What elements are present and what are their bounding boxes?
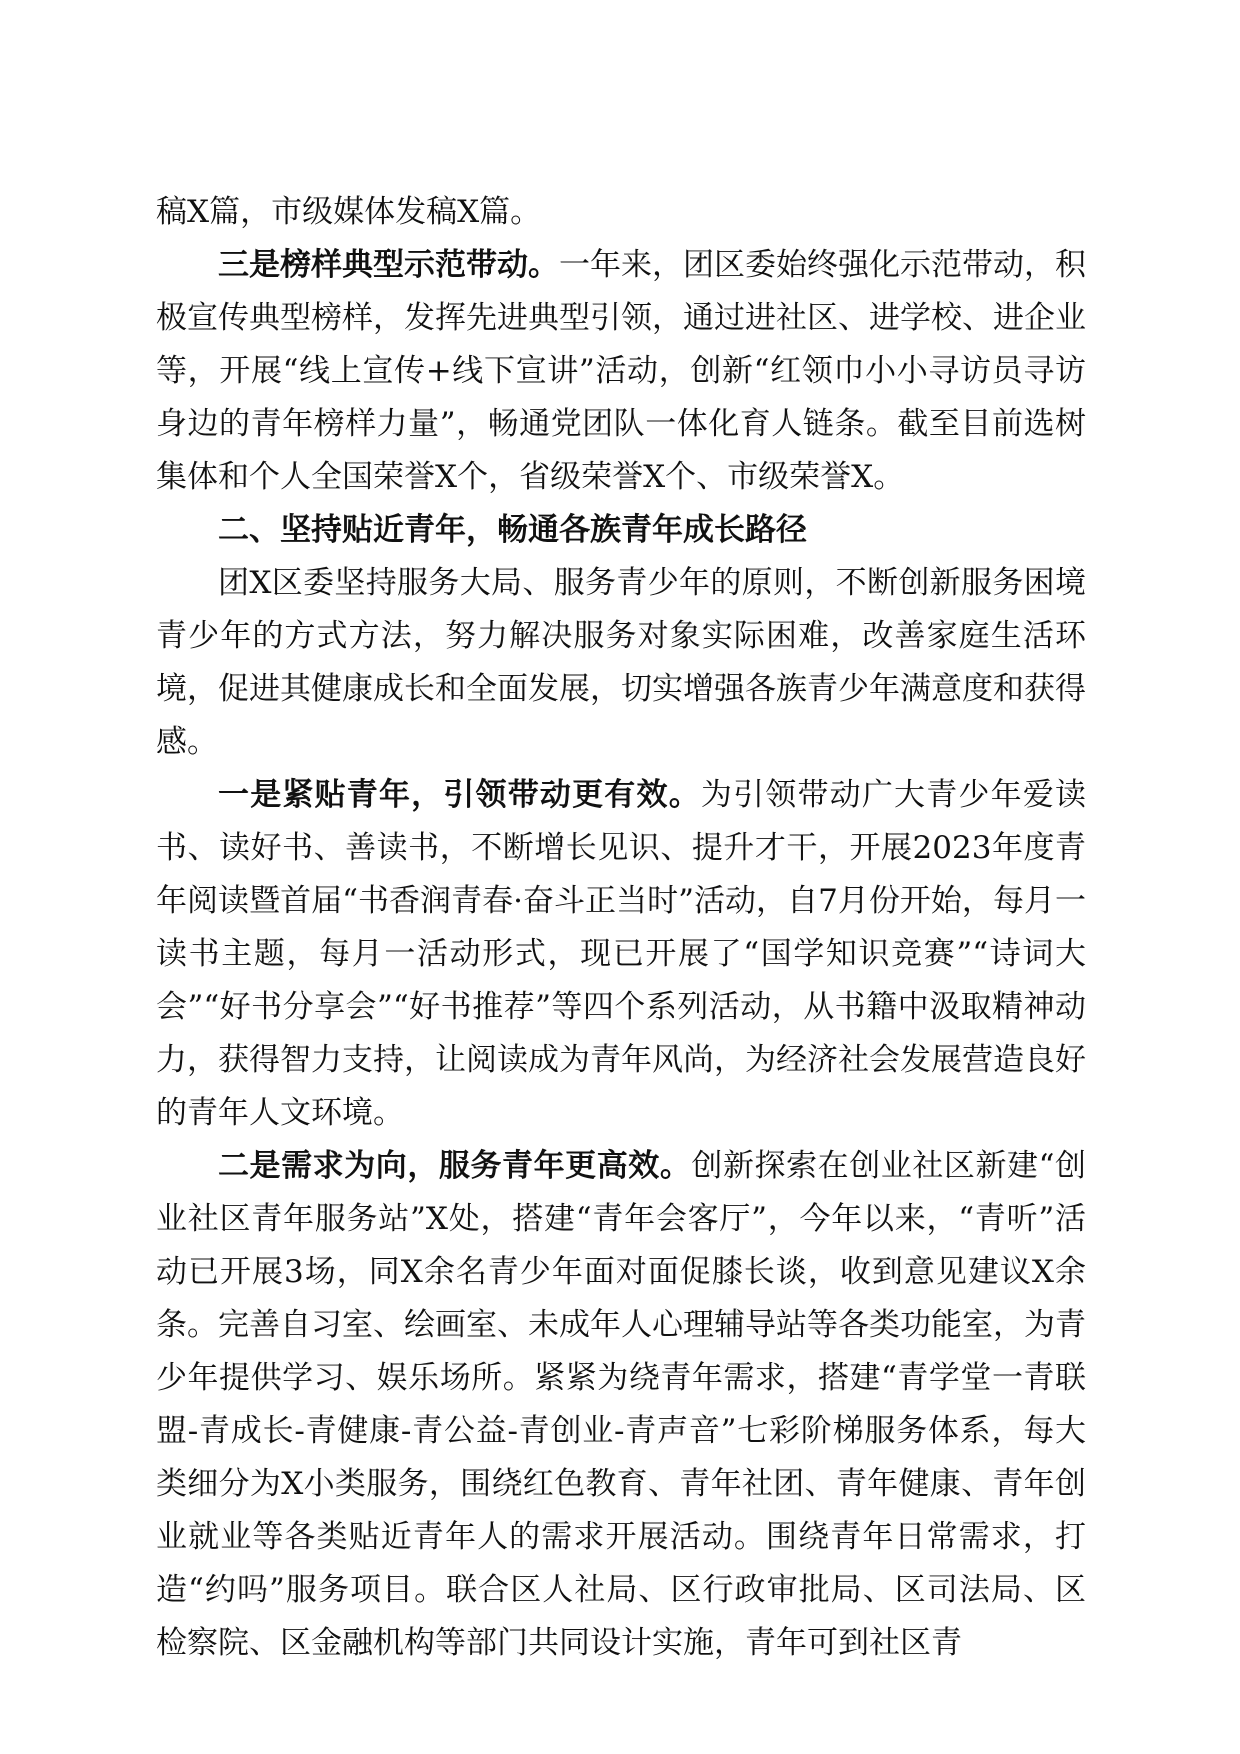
paragraph-text: 稿X篇，市级媒体发稿X篇。: [156, 194, 542, 230]
section-heading: [156, 504, 1086, 557]
paragraph-youth-services: [156, 1140, 1086, 1670]
section-heading-text: 二、坚持贴近青年，畅通各族青年成长路径: [218, 512, 807, 548]
paragraph-text: 团X区委坚持服务大局、服务青少年的原则，不断创新服务困境青少年的方式方法，努力解决服务对象实际困难，改善家庭生活环境，促进其健康成长和全面发展，切实增强各族青少年满意度和获得感。: [156, 565, 1086, 760]
paragraph-role-models: [156, 239, 1086, 504]
paragraph-lead-heading: 一是紧贴青年，引领带动更有效。: [218, 777, 701, 813]
paragraph-section-intro: [156, 557, 1086, 769]
paragraph-text: 创新探索在创业社区新建“创业社区青年服务站”X处，搭建“青年会客厅”，今年以来，“青听”活动已开展3场，同X余名青少年面对面促膝长谈，收到意见建议X余条。完善自习室、绘画室、未成年人心理辅导站等各类功能室，为青少年提供学习、娱乐场所。紧紧为绕青年需求，搭建“青学堂一青联盟-青成长-青健康-青公益-青创业-青声音”七彩阶梯服务体系，每大类细分为X小类服务，围绕红色教育、青年社团、青年健康、青年创业就业等各类贴近青年人的需求开展活动。围绕青年日常需求，打造“约吗”服务项目。联合区人社局、区行政审批局、区司法局、区检察院、区金融机构等部门共同设计实施，青年可到社区青: [156, 1148, 1086, 1661]
document-body: [156, 186, 1086, 1670]
paragraph-reading-activities: [156, 769, 1086, 1140]
paragraph-text: 为引领带动广大青少年爱读书、读好书、善读书，不断增长见识、提升才干，开展2023年度青年阅读暨首届“书香润青春·奋斗正当时”活动，自7月份开始，每月一读书主题，每月一活动形式，现已开展了“国学知识竞赛”“诗词大会”“好书分享会”“好书推荐”等四个系列活动，从书籍中汲取精神动力，获得智力支持，让阅读成为青年风尚，为经济社会发展营造良好的青年人文环境。: [156, 777, 1087, 1131]
paragraph-text: 一年来，团区委始终强化示范带动，积极宣传典型榜样，发挥先进典型引领，通过进社区、进学校、进企业等，开展“线上宣传+线下宣讲”活动，创新“红领巾小小寻访员寻访身边的青年榜样力量”，畅通党团队一体化育人链条。截至目前选树集体和个人全国荣誉X个，省级荣誉X个、市级荣誉X。: [156, 247, 1086, 495]
paragraph-lead-heading: 二是需求为向，服务青年更高效。: [218, 1148, 692, 1184]
paragraph-continuation: [156, 186, 1086, 239]
paragraph-lead-heading: 三是榜样典型示范带动。: [218, 247, 559, 283]
